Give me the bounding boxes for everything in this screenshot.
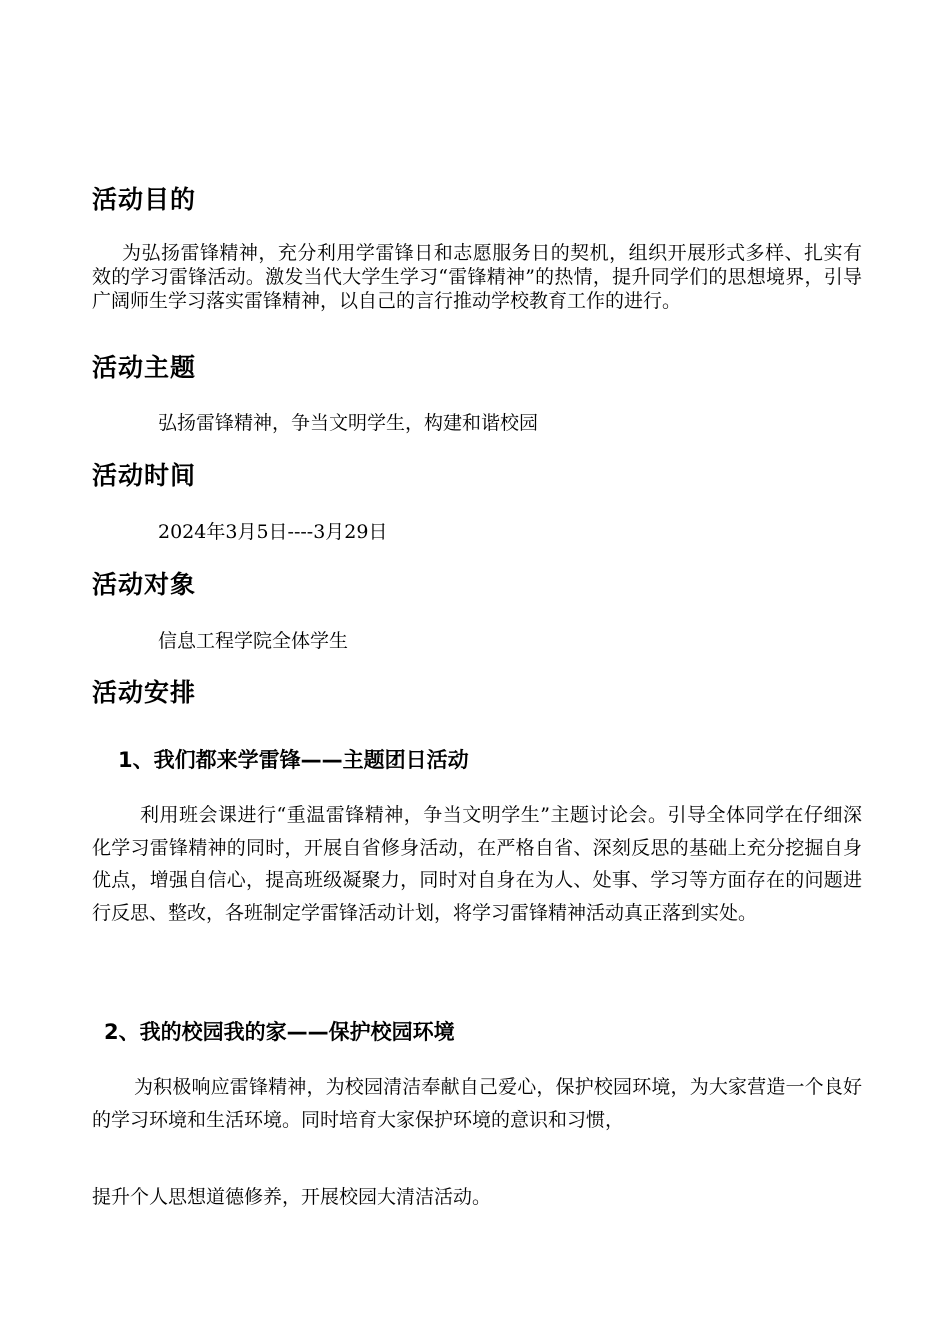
heading-activity-arrangement: 活动安排: [92, 678, 197, 707]
subheading-activity-2: 2、我的校园我的家——保护校园环境: [104, 1020, 455, 1044]
paragraph-activity-2: 为积极响应雷锋精神，为校园清洁奉献自己爱心，保护校园环境，为大家营造一个良好的学习环境和生活环境。同时培育大家保护环境的意识和习惯，: [92, 1076, 862, 1131]
heading-activity-purpose: 活动目的: [92, 185, 197, 214]
paragraph-activity-time: 2024年3月5日----3月29日: [158, 521, 388, 543]
paragraph-activity-target: 信息工程学院全体学生: [158, 630, 349, 652]
paragraph-activity-purpose: 为弘扬雷锋精神，充分利用学雷锋日和志愿服务日的契机，组织开展形式多样、扎实有效的学习雷锋活动。激发当代大学生学习“雷锋精神”的热情，提升同学们的思想境界，引导广阔师生学习落实雷锋精神，以自己的言行推动学校教育工作的进行。: [92, 242, 862, 312]
heading-activity-theme: 活动主题: [92, 353, 197, 382]
paragraph-activity-2-continued: 提升个人思想道德修养，开展校园大清洁活动。: [92, 1186, 492, 1208]
heading-activity-time: 活动时间: [92, 461, 197, 490]
subheading-activity-1: 1、我们都来学雷锋——主题团日活动: [118, 748, 469, 772]
heading-activity-target: 活动对象: [92, 570, 197, 599]
paragraph-activity-1: 利用班会课进行“重温雷锋精神，争当文明学生”主题讨论会。引导全体同学在仔细深化学习雷锋精神的同时，开展自省修身活动，在严格自省、深刻反思的基础上充分挖掘自身优点，增强自信心，提高班级凝聚力，同时对自身在为人、处事、学习等方面存在的问题进行反思、整改，各班制定学雷锋活动计划，将学习雷锋精神活动真正落到实处。: [92, 804, 862, 924]
paragraph-activity-theme: 弘扬雷锋精神，争当文明学生，构建和谐校园: [158, 412, 539, 434]
